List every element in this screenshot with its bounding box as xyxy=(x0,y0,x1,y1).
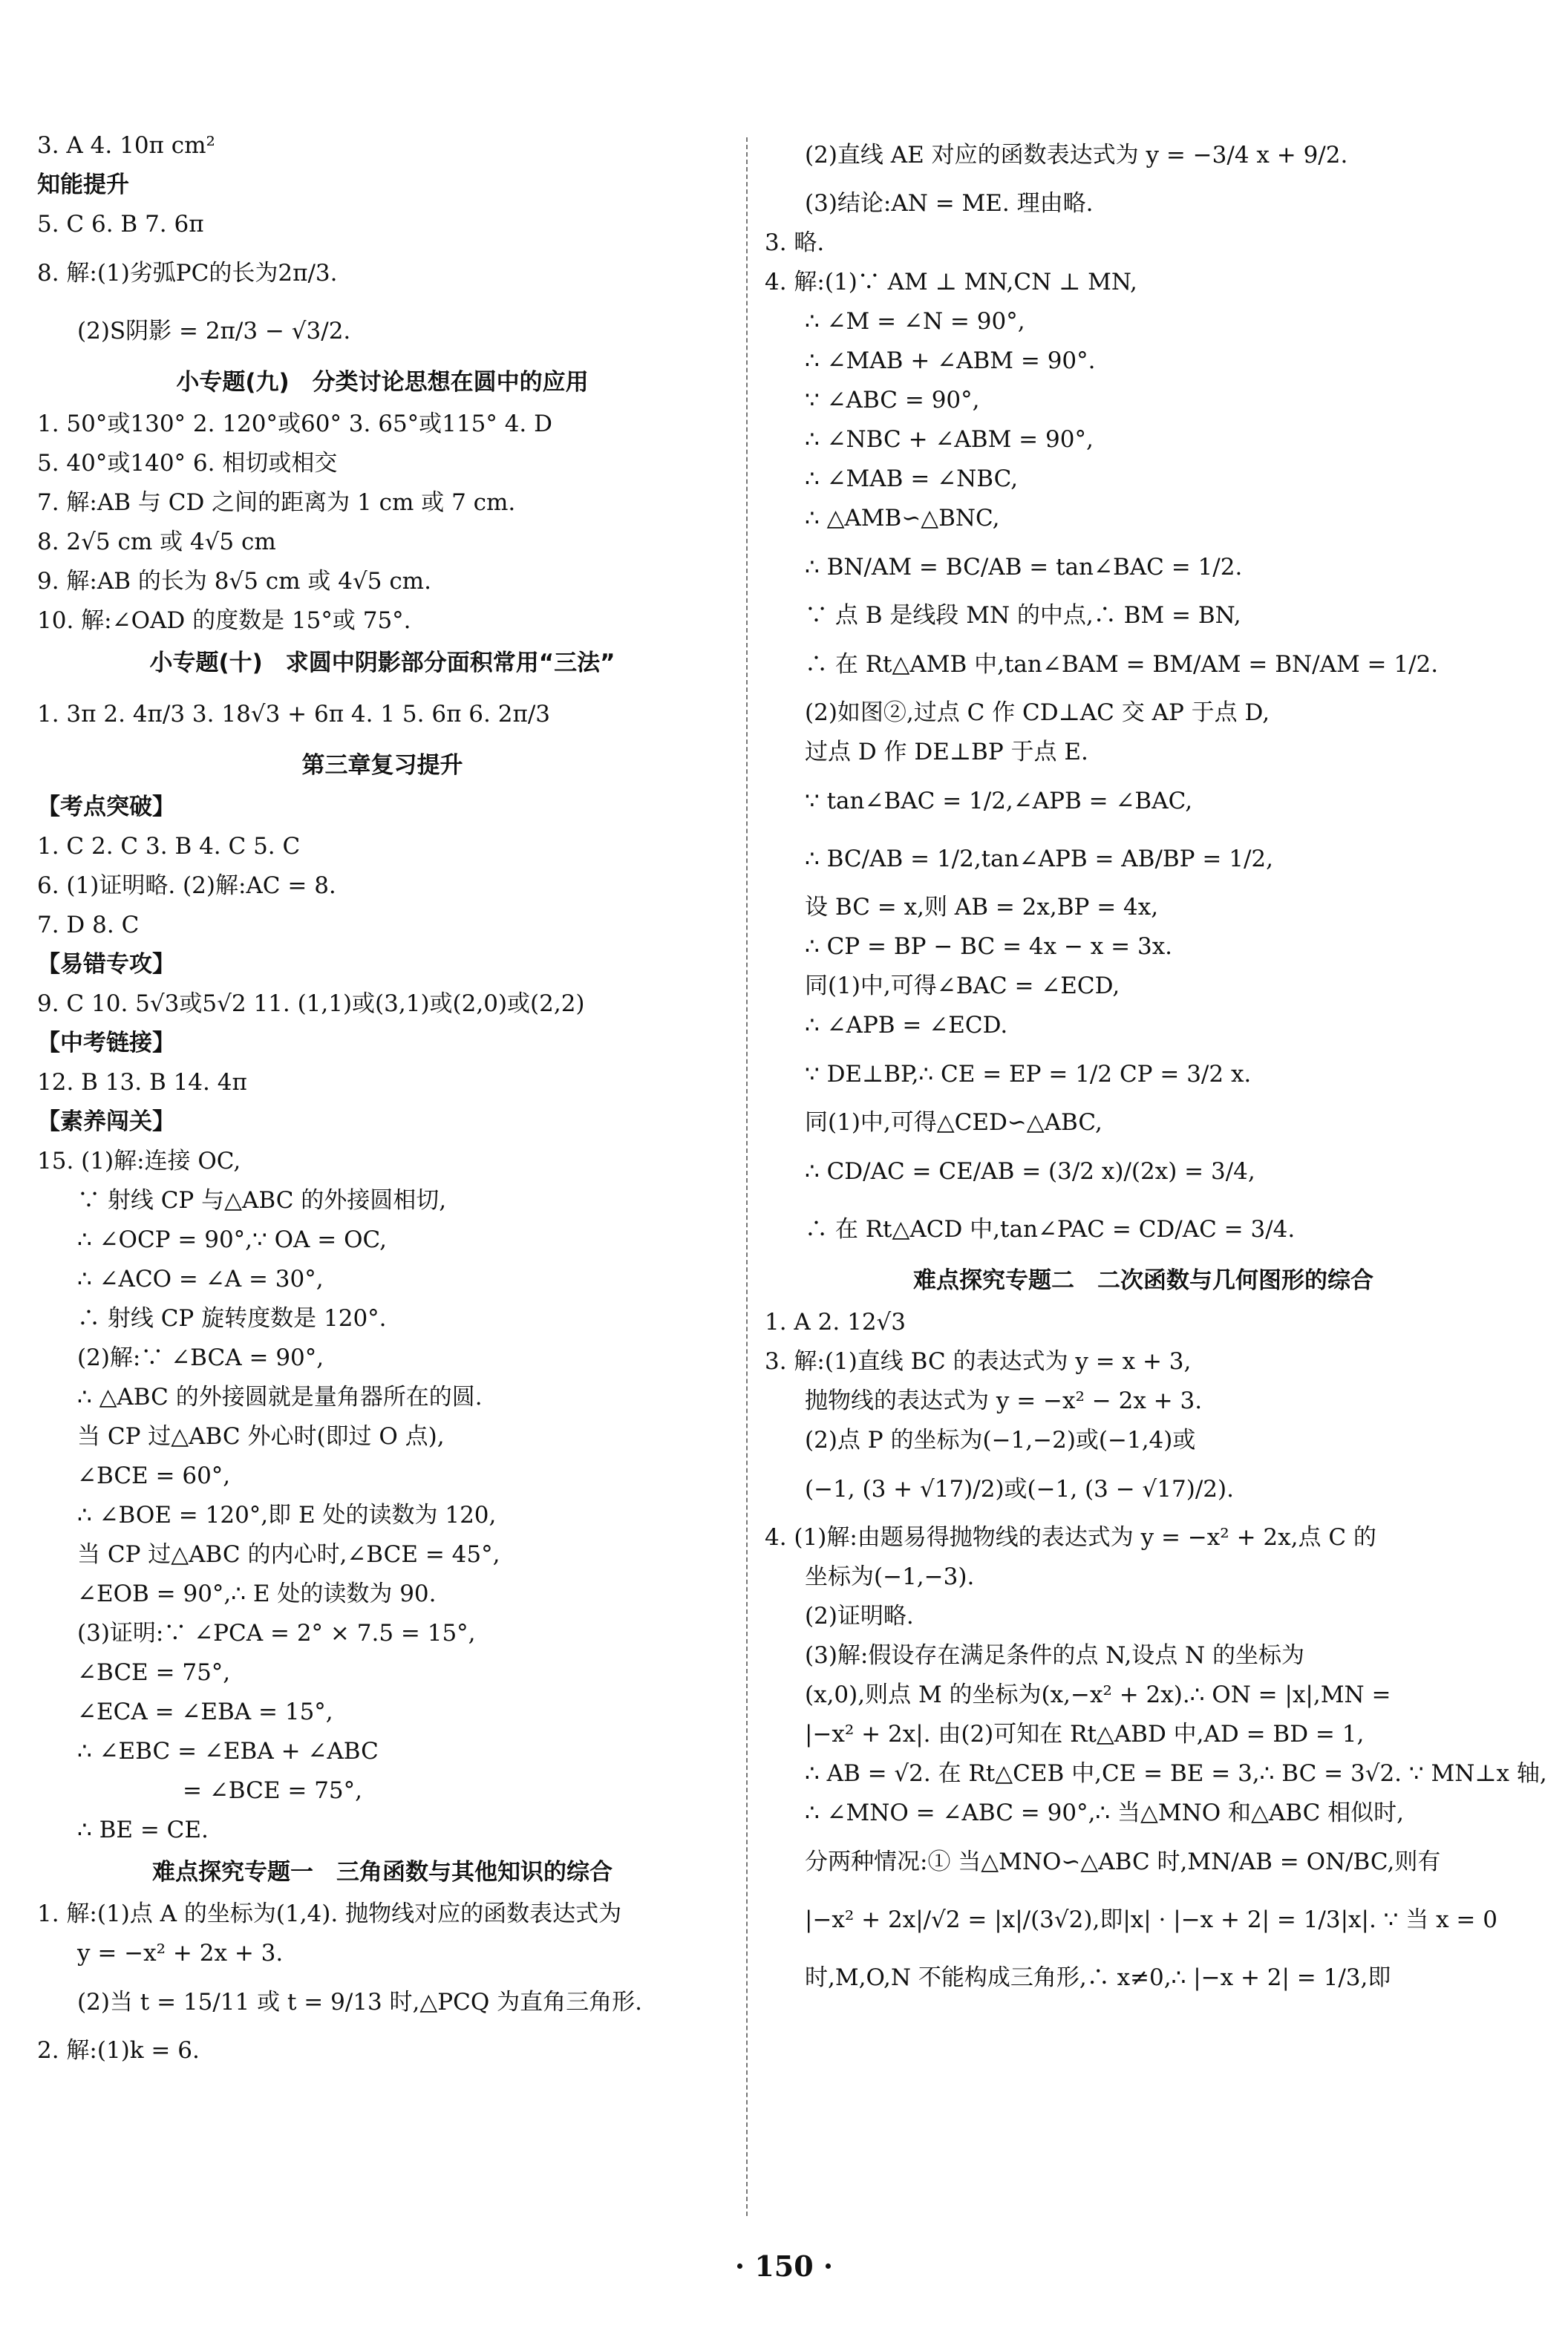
answer-line: 9. C 10. 5√3或5√2 11. (1,1)或(3,1)或(2,0)或(2,2) xyxy=(37,990,585,1017)
answer-line: (2)如图②,过点 C 作 CD⊥AC 交 AP 于点 D, xyxy=(805,699,1270,726)
column-divider xyxy=(746,137,748,2216)
answer-line: 2. 解:(1)k = 6. xyxy=(37,2037,200,2064)
answer-line: 同(1)中,可得∠BAC = ∠ECD, xyxy=(805,973,1120,999)
answer-line: 同(1)中,可得△CED∽△ABC, xyxy=(805,1109,1102,1136)
section-heading: 第三章复习提升 xyxy=(301,752,463,779)
answer-line: (2)证明略. xyxy=(805,1603,914,1630)
answer-line: 7. 解:AB 与 CD 之间的距离为 1 cm 或 7 cm. xyxy=(37,489,516,516)
answer-line: 当 CP 过△ABC 外心时(即过 O 点), xyxy=(77,1423,445,1450)
subsection-label: 【素养闯关】 xyxy=(37,1108,175,1135)
answer-line: ∠BCE = 60°, xyxy=(77,1462,231,1489)
left-column xyxy=(37,126,728,2071)
answer-line: 9. 解:AB 的长为 8√5 cm 或 4√5 cm. xyxy=(37,568,431,595)
answer-line: 过点 D 作 DE⊥BP 于点 E. xyxy=(805,739,1088,765)
answer-line: ∵ tan∠BAC = 1/2,∠APB = ∠BAC, xyxy=(805,788,1193,814)
answer-line: = ∠BCE = 75°, xyxy=(183,1777,362,1804)
answer-line: 时,M,O,N 不能构成三角形,∴ x≠0,∴ |−x + 2| = 1/3,即 xyxy=(805,1964,1391,1991)
answer-line: 坐标为(−1,−3). xyxy=(805,1563,975,1590)
answer-line: 3. 解:(1)直线 BC 的表达式为 y = x + 3, xyxy=(765,1348,1192,1375)
answer-line: (−1, (3 + √17)/2)或(−1, (3 − √17)/2). xyxy=(805,1476,1234,1503)
answer-line: 4. (1)解:由题易得抛物线的表达式为 y = −x² + 2x,点 C 的 xyxy=(765,1524,1376,1551)
answer-line: (2)点 P 的坐标为(−1,−2)或(−1,4)或 xyxy=(805,1427,1196,1454)
answer-line: (3)证明:∵ ∠PCA = 2° × 7.5 = 15°, xyxy=(77,1620,476,1647)
answer-line: 当 CP 过△ABC 的内心时,∠BCE = 45°, xyxy=(77,1541,500,1568)
section-heading: 小专题(十) 求圆中阴影部分面积常用“三法” xyxy=(149,650,615,676)
answer-line: ∴ ∠OCP = 90°,∵ OA = OC, xyxy=(77,1226,387,1253)
answer-line: (2)解:∵ ∠BCA = 90°, xyxy=(77,1344,324,1371)
answer-line: ∵ 点 B 是线段 MN 的中点,∴ BM = BN, xyxy=(805,602,1241,629)
answer-line: 4. 解:(1)∵ AM ⊥ MN,CN ⊥ MN, xyxy=(765,269,1137,295)
subsection-label: 【考点突破】 xyxy=(37,794,175,820)
answer-line: ∵ ∠ABC = 90°, xyxy=(805,387,980,414)
section-heading: 难点探究专题一 三角函数与其他知识的综合 xyxy=(152,1859,612,1886)
answer-line: ∴ 在 Rt△ACD 中,tan∠PAC = CD/AC = 3/4. xyxy=(805,1216,1296,1243)
answer-line: ∴ △ABC 的外接圆就是量角器所在的圆. xyxy=(77,1384,483,1411)
answer-line: ∴ CD/AC = CE/AB = (3/2 x)/(2x) = 3/4, xyxy=(805,1158,1255,1185)
answer-line: ∴ 射线 CP 旋转度数是 120°. xyxy=(77,1305,387,1332)
page-number: · 150 · xyxy=(734,2249,834,2283)
answer-line: 1. C 2. C 3. B 4. C 5. C xyxy=(37,833,301,860)
section-heading: 难点探究专题二 二次函数与几何图形的综合 xyxy=(913,1267,1373,1294)
answer-line: ∵ 射线 CP 与△ABC 的外接圆相切, xyxy=(77,1187,447,1214)
answer-line: (2)直线 AE 对应的函数表达式为 y = −3/4 x + 9/2. xyxy=(805,142,1348,169)
answer-line: ∴ ∠APB = ∠ECD. xyxy=(805,1012,1008,1039)
answer-line: ∴ BC/AB = 1/2,tan∠APB = AB/BP = 1/2, xyxy=(805,846,1273,872)
answer-line: (3)结论:AN = ME. 理由略. xyxy=(805,190,1094,217)
answer-line: ∴ ∠ACO = ∠A = 30°, xyxy=(77,1266,324,1292)
answer-line: ∴ CP = BP − BC = 4x − x = 3x. xyxy=(805,933,1173,960)
answer-line: ∴ ∠NBC + ∠ABM = 90°, xyxy=(805,426,1094,453)
answer-line: 8. 2√5 cm 或 4√5 cm xyxy=(37,529,276,555)
answer-line: 3. 略. xyxy=(765,229,825,256)
answer-line: ∴ ∠BOE = 120°,即 E 处的读数为 120, xyxy=(77,1502,497,1529)
answer-line: 6. (1)证明略. (2)解:AC = 8. xyxy=(37,872,336,899)
answer-line: |−x² + 2x|. 由(2)可知在 Rt△ABD 中,AD = BD = 1, xyxy=(805,1721,1365,1748)
answer-line: 抛物线的表达式为 y = −x² − 2x + 3. xyxy=(805,1388,1203,1414)
answer-line: ∴ ∠MAB = ∠NBC, xyxy=(805,465,1019,492)
answer-line: 12. B 13. B 14. 4π xyxy=(37,1069,247,1096)
answer-line: 5. C 6. B 7. 6π xyxy=(37,211,204,238)
answer-line: (2)S阴影 = 2π/3 − √3/2. xyxy=(77,318,351,344)
answer-line: (3)解:假设存在满足条件的点 N,设点 N 的坐标为 xyxy=(805,1642,1305,1669)
subsection-label: 【易错专攻】 xyxy=(37,951,175,978)
answer-line: 1. 50°或130° 2. 120°或60° 3. 65°或115° 4. D xyxy=(37,411,552,437)
answer-line: 1. A 2. 12√3 xyxy=(765,1309,906,1336)
answer-line: ∴ ∠MAB + ∠ABM = 90°. xyxy=(805,347,1096,374)
right-column xyxy=(765,126,1547,2007)
answer-line: 1. 解:(1)点 A 的坐标为(1,4). 抛物线对应的函数表达式为 xyxy=(37,1901,622,1927)
answer-line: ∴ BE = CE. xyxy=(77,1817,209,1843)
answer-line: 设 BC = x,则 AB = 2x,BP = 4x, xyxy=(805,894,1159,921)
answer-line: 10. 解:∠OAD 的度数是 15°或 75°. xyxy=(37,607,411,634)
answer-line: y = −x² + 2x + 3. xyxy=(77,1940,284,1967)
answer-line: ∵ DE⊥BP,∴ CE = EP = 1/2 CP = 3/2 x. xyxy=(805,1061,1252,1088)
answer-line: 3. A 4. 10π cm² xyxy=(37,132,215,159)
answer-line: ∴ ∠M = ∠N = 90°, xyxy=(805,308,1025,335)
section-heading: 小专题(九) 分类讨论思想在圆中的应用 xyxy=(176,369,589,396)
answer-line: 7. D 8. C xyxy=(37,912,140,938)
answer-line: 8. 解:(1)劣弧PC的长为2π/3. xyxy=(37,260,338,287)
answer-line: ∴ △AMB∽△BNC, xyxy=(805,505,1000,532)
answer-line: ∴ 在 Rt△AMB 中,tan∠BAM = BM/AM = BN/AM = 1/2. xyxy=(805,651,1439,678)
answer-line: ∴ ∠MNO = ∠ABC = 90°,∴ 当△MNO 和△ABC 相似时, xyxy=(805,1800,1404,1826)
answer-line: ∠BCE = 75°, xyxy=(77,1659,231,1686)
subsection-label: 知能提升 xyxy=(37,171,129,198)
answer-line: 分两种情况:① 当△MNO∽△ABC 时,MN/AB = ON/BC,则有 xyxy=(805,1849,1441,1875)
answer-line: ∠EOB = 90°,∴ E 处的读数为 90. xyxy=(77,1581,437,1607)
answer-line: (2)当 t = 15/11 或 t = 9/13 时,△PCQ 为直角三角形. xyxy=(77,1989,642,2016)
answer-line: 5. 40°或140° 6. 相切或相交 xyxy=(37,450,338,477)
answer-line: ∴ BN/AM = BC/AB = tan∠BAC = 1/2. xyxy=(805,554,1243,581)
answer-line: ∴ ∠EBC = ∠EBA + ∠ABC xyxy=(77,1738,379,1765)
answer-line: (x,0),则点 M 的坐标为(x,−x² + 2x).∴ ON = |x|,MN = xyxy=(805,1682,1391,1708)
answer-line: 15. (1)解:连接 OC, xyxy=(37,1148,241,1174)
subsection-label: 【中考链接】 xyxy=(37,1030,175,1056)
answer-line: ∠ECA = ∠EBA = 15°, xyxy=(77,1699,333,1725)
answer-line: |−x² + 2x|/√2 = |x|/(3√2),即|x| · |−x + 2| = 1/3|x|. ∵ 当 x = 0 xyxy=(805,1906,1497,1933)
answer-line: 1. 3π 2. 4π/3 3. 18√3 + 6π 4. 1 5. 6π 6. 2π/3 xyxy=(37,701,551,728)
answer-line: ∴ AB = √2. 在 Rt△CEB 中,CE = BE = 3,∴ BC = 3√2. ∵ MN⊥x 轴, xyxy=(805,1760,1547,1787)
